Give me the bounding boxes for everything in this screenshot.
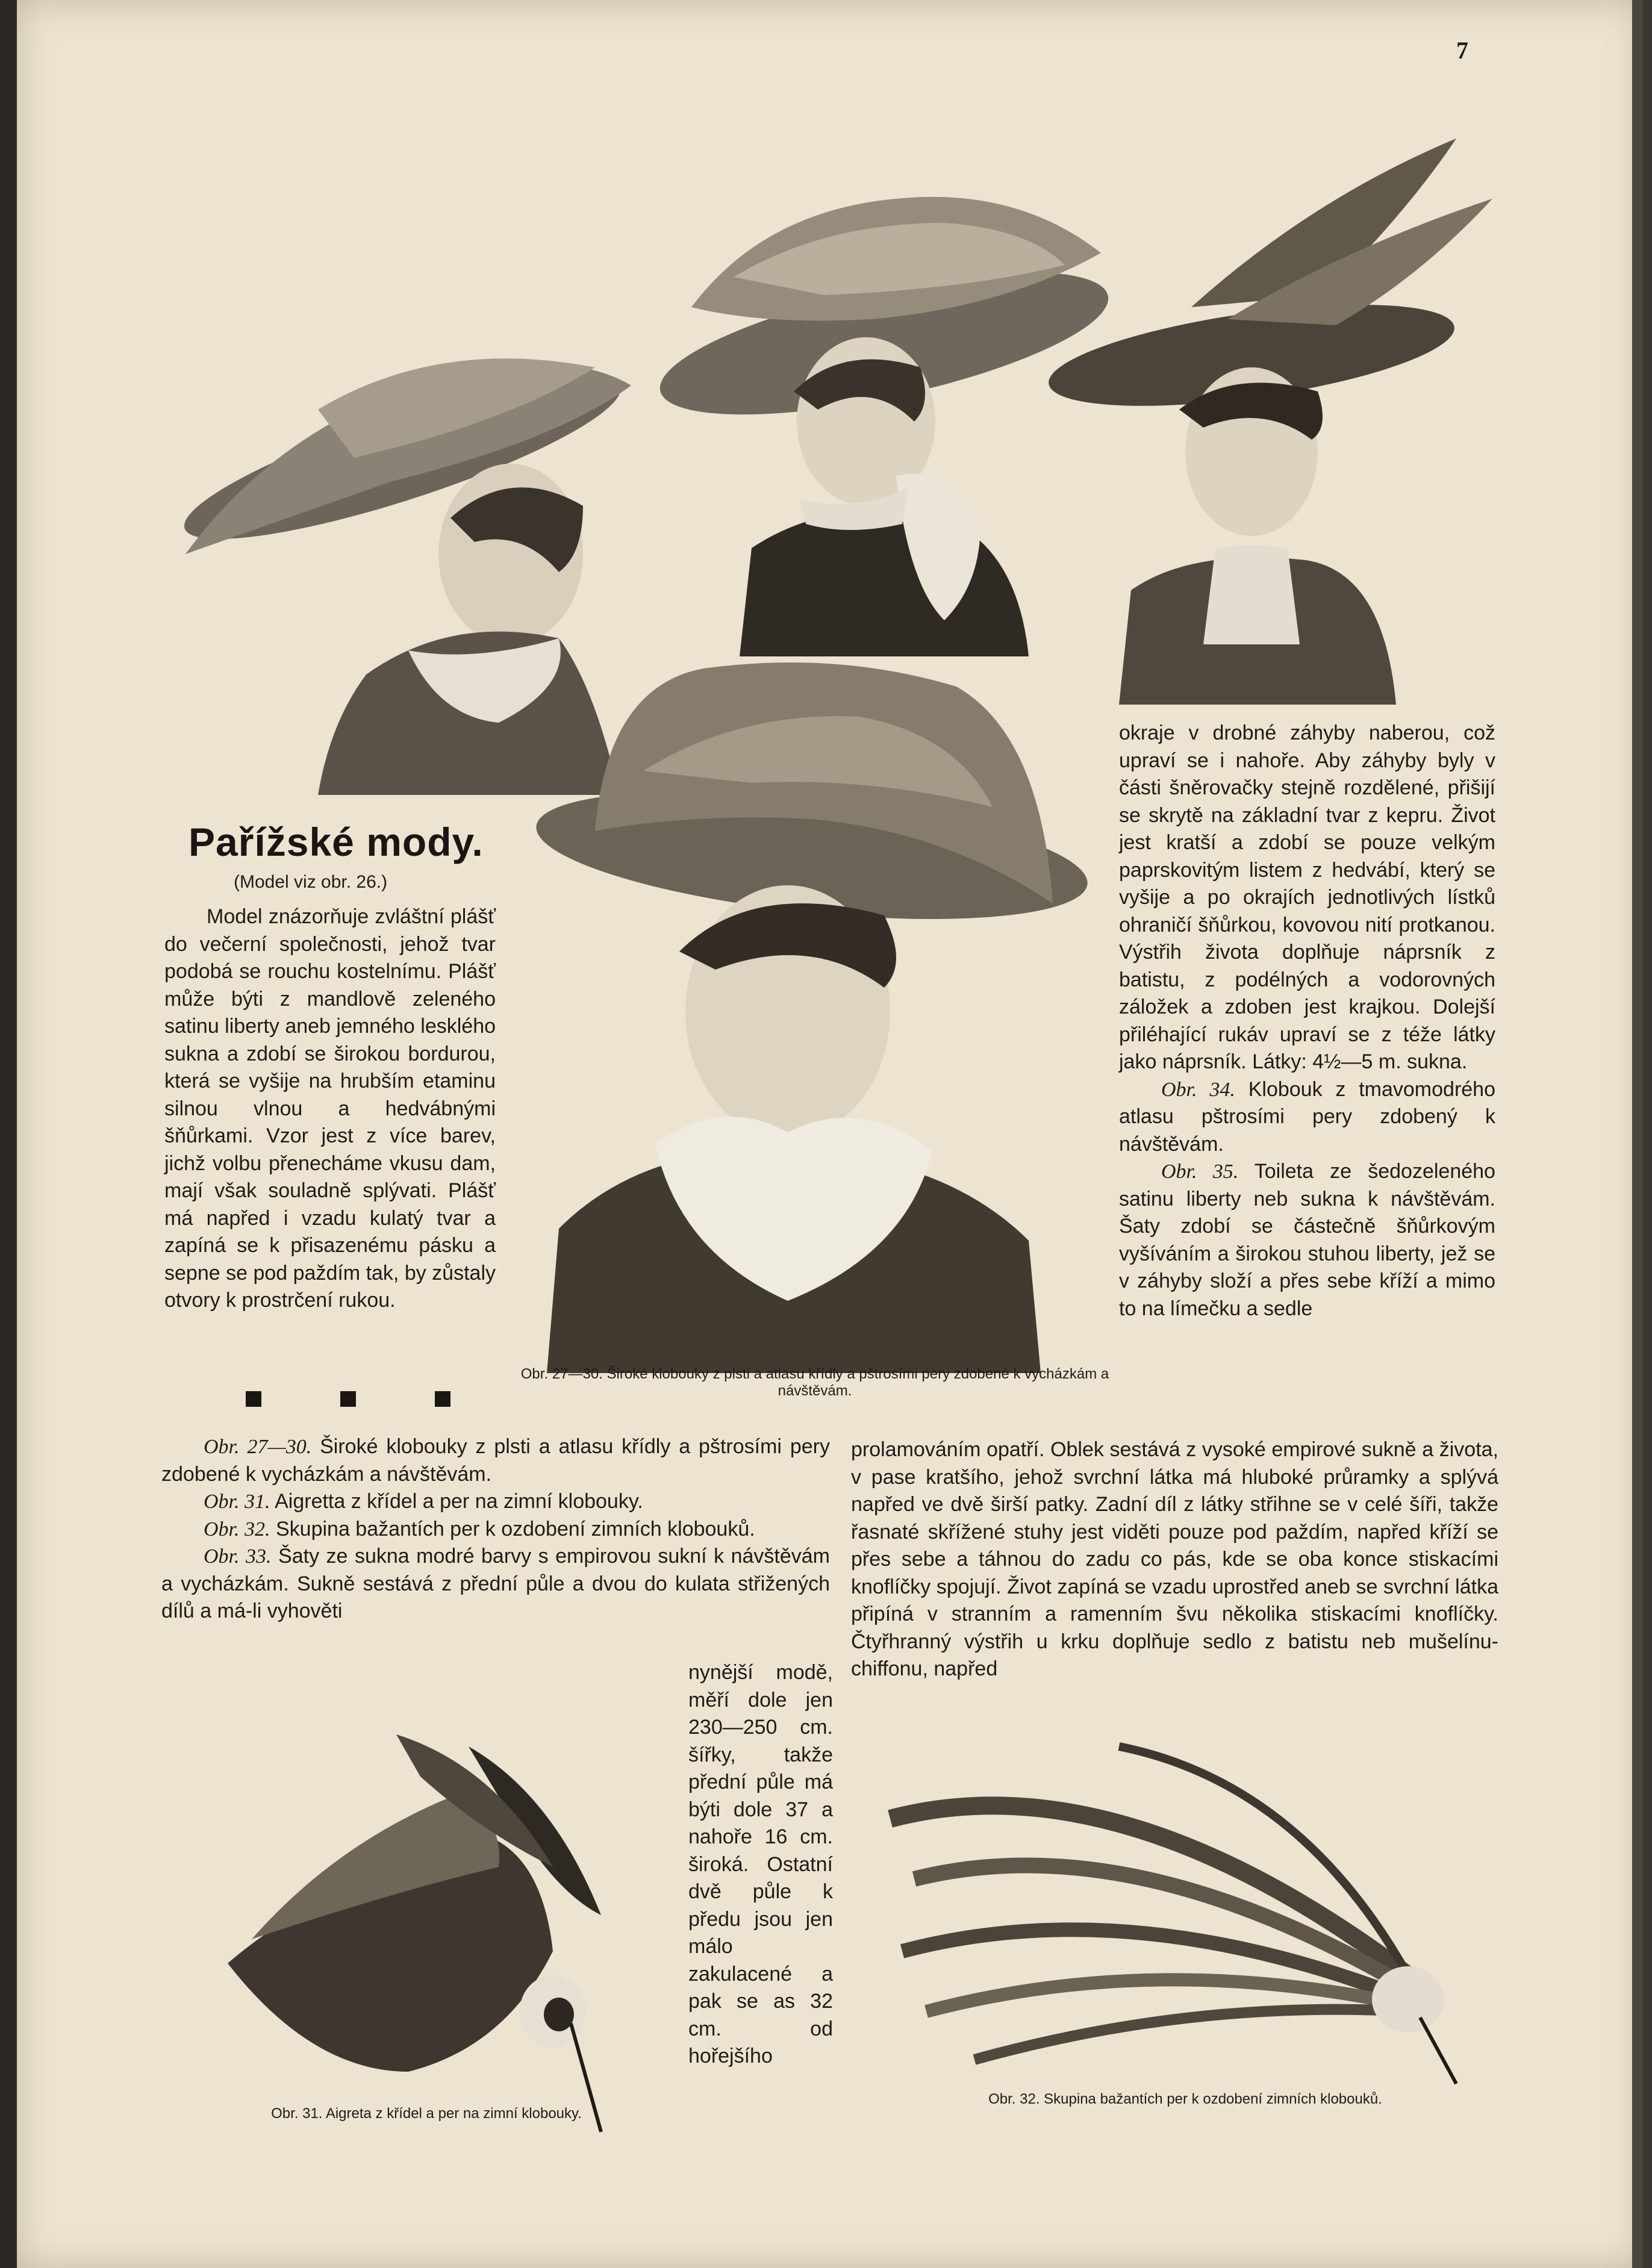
fig-32-illustration xyxy=(878,1734,1480,2096)
fig-31-illustration xyxy=(216,1710,667,2144)
fig-30-illustration xyxy=(523,650,1101,1373)
right-column-bottom-paragraph: prolamováním opatří. Oblek sestává z vysoké empirové sukně a života, v pase kratšího, jehož svrchní látka má hluboké průramky a splývá napřed ve dvě širší patky. Zadní díl z látky střihne se v celé šíři, takže řasnaté skřížené stuhy jest viděti pouze pod paždím, napřed kříží se přes sebe a táhnou do zadu co pás, kde se oba konce stiskacími knoflíčky spojují. Život zapíná se vzadu uprostřed aneb se svrchní látka připíná v stranním a ramenním švu několika stiskacími knoflíčky. Čtyřhranný výstřih u krku doplňuje sedlo z batistu neb mušelínu-chiffonu, napřed xyxy=(851,1438,1498,1680)
section-divider-bullets xyxy=(246,1391,450,1407)
caption-fig-27-30: Obr. 27—30. Široké klobouky z plsti a atlasu křídly a pštrosími pery zdobené k vycházkám a návštěvám. xyxy=(520,1366,1109,1399)
obr33-text: Šaty ze sukna modré barvy s empirovou sukní k návštěvám a vycházkám. Sukně sestává z přední půle a dvou do kulata střižených dílů a má-li vyhověti xyxy=(161,1545,830,1622)
page-binding xyxy=(0,0,17,2268)
left-column-paragraph: Model znázorňuje zvláštní plášť do večerní společnosti, jehož tvar podobá se rouchu kostelnímu. Plášť může býti z mandlově zeleného satinu liberty aneb jemného lesklého sukna a zdobí se širokou bordurou, která se vyšije na hrubším etaminu silnou vlnou a hedvábnými šňůrkami. Vzor jest z více barev, jichž volbu přenecháme vkusu dam, mají však souladně splývati. Plášť má napřed i vzadu kulatý tvar a zapíná se k přisazenému pásku a sepne se pod paždím tak, by zůstaly otvory k prostrčení rukou. xyxy=(164,905,496,1312)
obr31-paragraph xyxy=(161,1488,830,1516)
narrow-column-text: nynější modě, měří dole jen 230—250 cm. šířky, takže přední půle má býti dole 37 a nahoře 16 cm. široká. Ostatní dvě půle k předu jsou jen málo zakulacené a pak se as 32 cm. od hořejšího xyxy=(688,1661,833,2067)
obr35-paragraph xyxy=(1119,1158,1495,1322)
magazine-page xyxy=(17,0,1643,2268)
caption-fig-31: Obr. 31. Aigreta z křídel a per na zimní klobouky. xyxy=(271,2105,582,2122)
obr32-label: Obr. 32. xyxy=(204,1518,270,1541)
figure-notes-text xyxy=(161,1433,830,1625)
obr34-paragraph xyxy=(1119,1076,1495,1159)
obr35-label: Obr. 35. xyxy=(1161,1160,1239,1183)
obr35-text: Toileta ze šedozeleného satinu liberty neb sukna k návštěvám. Šaty zdobí se částečně šňůrkovým vyšíváním a širokou stuhou liberty, jež se v záhyby složí a přes sebe kříží a mimo to na límečku a sedle xyxy=(1119,1160,1495,1320)
bullet-icon xyxy=(435,1391,450,1407)
obr33-label: Obr. 33. xyxy=(204,1545,272,1568)
page-edge xyxy=(1632,0,1643,2268)
obr33-paragraph xyxy=(161,1543,830,1625)
page-number: 7 xyxy=(1456,37,1468,64)
bullet-icon xyxy=(246,1391,261,1407)
obr32-text: Skupina bažantích per k ozdobení zimních klobouků. xyxy=(275,1517,755,1541)
fig-29-illustration xyxy=(1035,126,1516,705)
obr31-label: Obr. 31. xyxy=(204,1491,270,1513)
obr34-label: Obr. 34. xyxy=(1161,1078,1235,1101)
bullet-icon xyxy=(340,1391,356,1407)
right-column-top-text xyxy=(1119,720,1495,1322)
obr27-paragraph xyxy=(161,1433,830,1488)
right-column-bottom-text xyxy=(851,1436,1498,1683)
right-column-paragraph: okraje v drobné záhyby naberou, což upraví se i nahoře. Aby záhyby byly v části šněrovačky stejně rozdělené, přišijí se skrytě na základní tvar z kepru. Život jest kratší a zdobí se pouze velkým paprskovitým listem z hedvábí, který se vyšije a po okrajích jednotlivých lístků ohraničí šňůrkou, kovovou nití protkanou. Výstřih života doplňuje náprsník z batistu, z podélných a vodorovných záložek a zdoben jest krajkou. Dolejší přiléhající rukáv upraví se z téže látky jako náprsník. Látky: 4½—5 m. sukna. xyxy=(1119,721,1495,1073)
obr27-text: Široké klobouky z plsti a atlasu křídly a pštrosími pery zdobené k vycházkám a návštěvám. xyxy=(161,1435,831,1486)
obr27-label: Obr. 27—30. xyxy=(204,1436,312,1458)
obr31-text: Aigretta z křídel a per na zimní klobouky. xyxy=(275,1490,643,1513)
left-column-text xyxy=(164,903,496,1315)
article-title: Pařížské mody. xyxy=(189,820,484,864)
obr34-text: Klobouk z tmavomodrého atlasu pštrosími pery zdobený k návštěvám. xyxy=(1119,1077,1495,1156)
article-subtitle: (Model viz obr. 26.) xyxy=(234,872,388,892)
caption-fig-32: Obr. 32. Skupina bažantích per k ozdobení zimních klobouků. xyxy=(988,2091,1382,2107)
obr32-paragraph xyxy=(161,1516,830,1544)
